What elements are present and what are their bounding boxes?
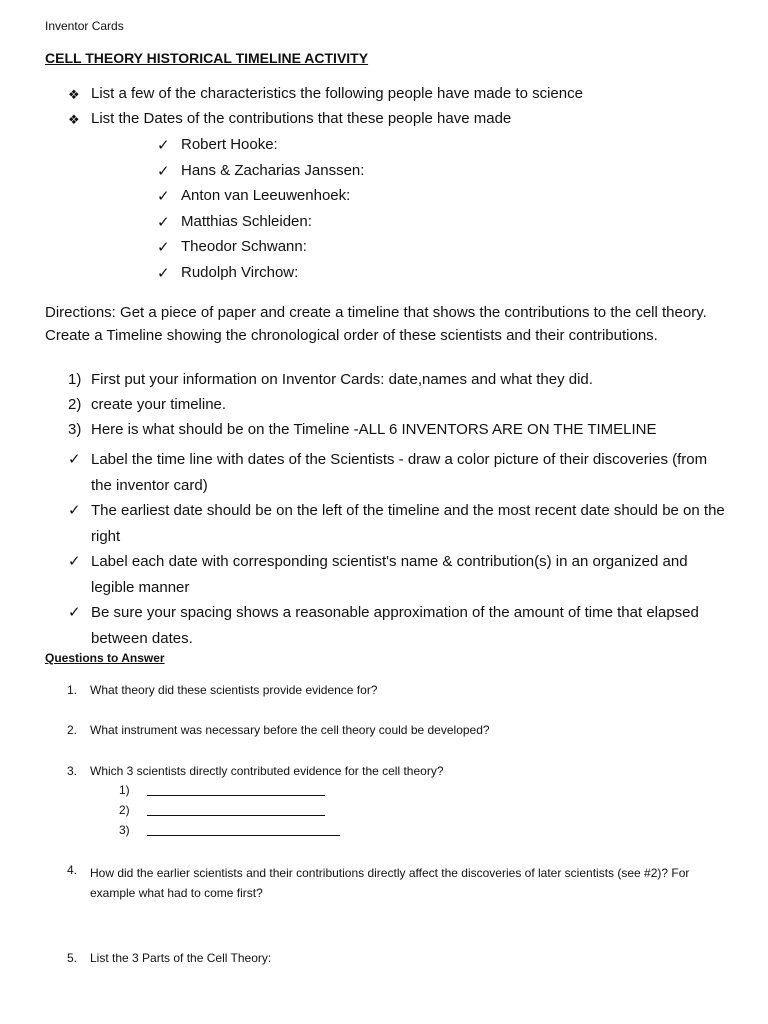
checkmark-icon: ✓ <box>68 451 81 468</box>
page-title: CELL THEORY HISTORICAL TIMELINE ACTIVITY <box>45 50 369 66</box>
directions-text: Directions: Get a piece of paper and create a timeline that shows the contributions to the cell theory. <box>45 304 707 321</box>
question-text: How did the earlier scientists and their contributions directly affect the discoveries of later scientists (see #2)? For example what had to come first? <box>90 866 690 900</box>
bullet-item <box>68 110 583 135</box>
question-text: What instrument was necessary before the cell theory could be developed? <box>90 723 490 737</box>
answer-number: 3) <box>119 823 130 837</box>
checkmark-icon: ✓ <box>157 162 170 180</box>
question-item <box>67 723 490 737</box>
scientist-item <box>157 238 364 264</box>
document-header: Inventor Cards <box>45 19 124 33</box>
directions-section <box>45 301 735 347</box>
answer-blank-line[interactable] <box>147 823 340 836</box>
instruction-bullets <box>68 85 583 135</box>
scientist-checklist <box>157 136 364 289</box>
scientist-name: Robert Hooke: <box>181 136 278 153</box>
step-item <box>68 371 657 396</box>
answer-blank-line[interactable] <box>147 803 325 816</box>
scientist-item <box>157 162 364 188</box>
scientist-name: Rudolph Virchow: <box>181 263 299 281</box>
step-number: 3) <box>68 421 82 438</box>
bullet-text: List a few of the characteristics the following people have made to science <box>91 85 583 102</box>
answer-number: 2) <box>119 803 130 817</box>
answer-blank-row <box>119 803 340 823</box>
scientist-name: Anton van Leeuwenhoek: <box>181 187 351 204</box>
steps-list <box>68 371 657 446</box>
requirement-text: Be sure your spacing shows a reasonable approximation of the amount of time that elapsed between dates. <box>91 604 699 647</box>
question-item <box>67 951 271 965</box>
checkmark-icon: ✓ <box>157 188 170 205</box>
checkmark-icon: ✓ <box>157 213 170 231</box>
scientist-name: Theodor Schwann: <box>181 238 307 255</box>
question-text: Which 3 scientists directly contributed evidence for the cell theory? <box>90 764 444 778</box>
checkmark-icon: ✓ <box>157 137 170 154</box>
checkmark-icon: ✓ <box>157 264 170 282</box>
question-text: List the 3 Parts of the Cell Theory: <box>90 951 272 965</box>
directions-summary: Create a Timeline showing the chronological order of these scientists and their contributions. <box>45 327 658 344</box>
checkmark-icon: ✓ <box>157 239 170 256</box>
answer-blank-row <box>119 783 340 803</box>
scientist-item <box>157 213 364 239</box>
question-item <box>67 863 717 903</box>
checkmark-icon: ✓ <box>68 604 81 621</box>
requirement-item <box>68 549 728 600</box>
questions-heading: Questions to Answer <box>45 651 165 665</box>
answer-number: 1) <box>119 783 130 797</box>
question-item <box>67 683 377 697</box>
step-text: First put your information on Inventor Cards: date,names and what they did. <box>91 371 593 388</box>
question-number: 3. <box>67 764 78 778</box>
step-text: create your timeline. <box>91 396 227 413</box>
bullet-text: List the Dates of the contributions that these people have made <box>91 110 512 127</box>
question-number: 4. <box>67 863 78 877</box>
requirement-item <box>68 600 728 651</box>
answer-blank-row <box>119 823 340 843</box>
step-number: 1) <box>68 371 82 388</box>
requirement-item <box>68 498 728 549</box>
checkmark-icon: ✓ <box>68 553 81 570</box>
step-item <box>68 396 657 421</box>
scientist-name: Matthias Schleiden: <box>181 212 312 230</box>
requirement-text: Label each date with corresponding scientist's name & contribution(s) in an organized and legible manner <box>91 553 688 596</box>
question-number: 1. <box>67 683 78 697</box>
step-number: 2) <box>68 396 82 413</box>
requirement-item <box>68 447 728 498</box>
question-number: 5. <box>67 951 78 965</box>
scientist-item <box>157 136 364 162</box>
checkmark-icon: ✓ <box>68 502 81 519</box>
question-number: 2. <box>67 723 78 737</box>
answer-blanks <box>119 783 340 843</box>
diamond-bullet-icon: ❖ <box>68 87 80 102</box>
bullet-item <box>68 85 583 110</box>
scientist-item <box>157 187 364 213</box>
requirement-text: Label the time line with dates of the Scientists - draw a color picture of their discoveries (from the inventor card) <box>91 451 708 494</box>
question-text: What theory did these scientists provide evidence for? <box>90 683 378 697</box>
timeline-requirements <box>68 447 728 651</box>
scientist-name: Hans & Zacharias Janssen: <box>181 161 365 179</box>
requirement-text: The earliest date should be on the left of the timeline and the most recent date should be on the right <box>91 502 725 545</box>
question-item <box>67 764 444 778</box>
step-text: Here is what should be on the Timeline -ALL 6 INVENTORS ARE ON THE TIMELINE <box>91 421 657 438</box>
step-item <box>68 421 657 446</box>
answer-blank-line[interactable] <box>147 783 325 796</box>
scientist-item <box>157 264 364 290</box>
diamond-bullet-icon: ❖ <box>68 112 80 127</box>
